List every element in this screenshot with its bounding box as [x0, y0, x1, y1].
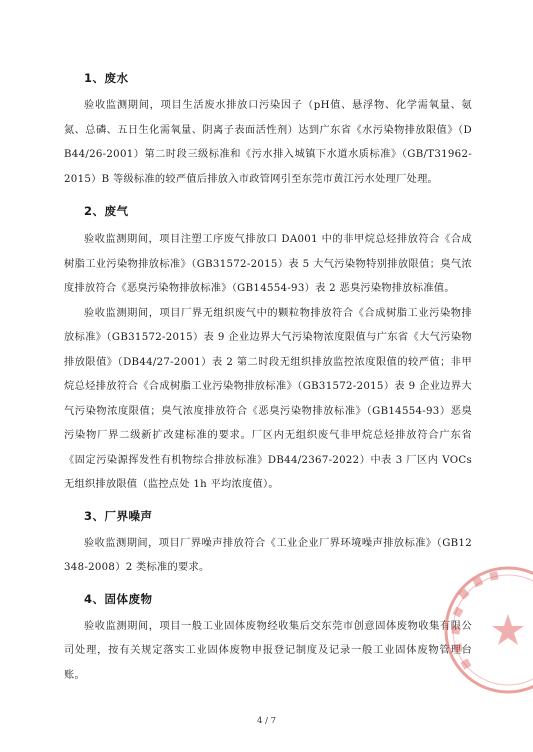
section-paragraph-waste-gas-organized: 验收监测期间，项目注塑工序废气排放口 DA001 中的非甲烷总烃排放符合《合成树脂工业污染物排放标准》（GB31572-2015）表 5 大气污染物特别排放限值；臭气浓度排放符合《恶臭污染物排放标准》（GB14554-93）表 2 恶臭污染物排放标准值。 — [64, 234, 472, 294]
section-heading-waste-gas: 2、废气 — [84, 204, 129, 218]
section-heading-solid-waste: 4、固体废物 — [84, 591, 153, 606]
section-paragraph-solid-waste: 验收监测期间，项目一般工业固体废物经收集后交东莞市创意固体废物收集有限公司处理，按有关规定落实工业固体废物申报登记制度及记录一般工业固体废物管理台账。 — [64, 620, 472, 681]
section-heading-wastewater: 1、废水 — [84, 71, 129, 85]
section-paragraph-noise: 验收监测期间，项目厂界噪声排放符合《工业企业厂界环境噪声排放标准》（GB12348-2008）2 类标准的要求。 — [64, 537, 472, 573]
page-content — [64, 52, 472, 688]
section-heading-noise: 3、厂界噪声 — [84, 508, 153, 523]
page-number: 4 / 7 — [256, 716, 277, 726]
section-paragraph-wastewater: 验收监测期间，项目生活废水排放口污染因子（pH值、悬浮物、化学需氧量、氨氮、总磷、五日生化需氧量、阴离子表面活性剂）达到广东省《水污染物排放限值》（DB44/26-2001）第二时段三级标准和《污水排入城镇下水道水质标准》（GB/T31962-2015）B 等级标准的较严值后排放入市政管网引至东莞市黄江污水处理厂处理。 — [64, 100, 472, 185]
section-paragraph-waste-gas-unorganized: 验收监测期间，项目厂界无组织废气中的颗粒物排放符合《合成树脂工业污染物排放标准》（GB31572-2015）表 9 企业边界大气污染物浓度限值与广东省《大气污染物排放限值》（DB44/27-2001）表 2 第二时段无组织排放监控浓度限值的较严值；非甲烷总烃排放符合《合成树脂工业污染物排放标准》（GB31572-2015）表 9 企业边界大气污染物浓度限值；臭气浓度排放符合《恶臭污染物排放标准》（GB14554-93）恶臭污染物厂界二级新扩改建标准的要求。厂区内无组织废气非甲烷总烃排放符合广东省《固定污染源挥发性有机物综合排放标准》DB44/2367-2022）中表 3 厂区内 VOCs 无组织排放限值（监控点处 1h 平均浓度值）。 — [64, 307, 472, 490]
